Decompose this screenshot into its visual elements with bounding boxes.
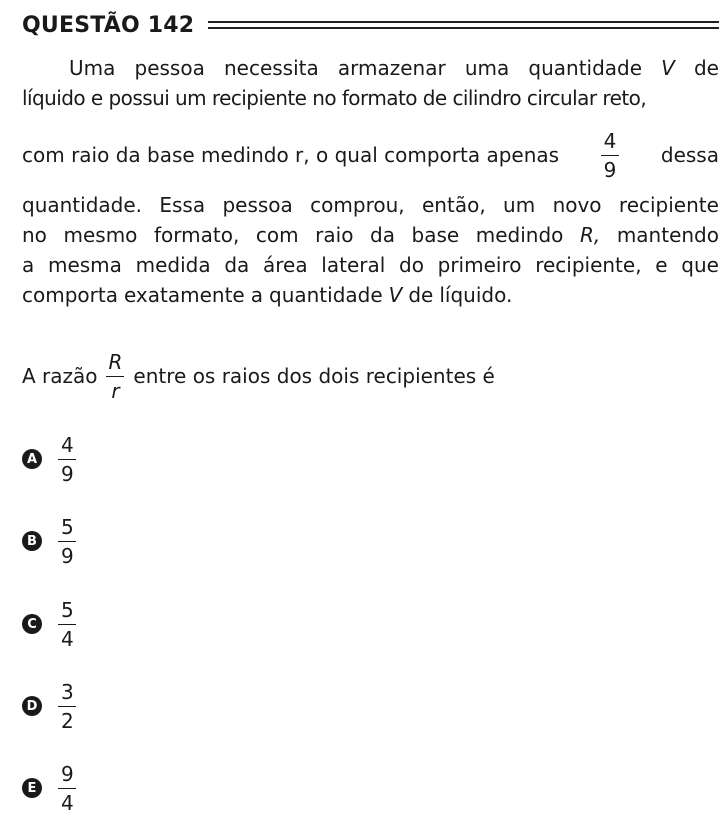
option-d-badge: D <box>22 696 42 716</box>
option-d[interactable] <box>22 676 83 736</box>
header-double-rule <box>208 21 719 29</box>
question-prompt: A razão $\frac{R}{r}$ entre os raios dos dois recipientes é <box>22 349 495 403</box>
statement-line-2: líquido e possui um recipiente no formato de cilindro circular reto, <box>22 86 647 110</box>
question-page <box>22 0 719 840</box>
option-c[interactable] <box>22 594 83 654</box>
statement-line-5: no mesmo formato, com raio da base medindo R, mantendo <box>22 223 719 247</box>
option-b-fraction: $\frac{5}{9}$ <box>52 516 83 567</box>
option-b-badge: B <box>22 531 42 551</box>
option-d-fraction: $\frac{3}{2}$ <box>52 681 83 732</box>
fraction-R-over-r: $\frac{R}{r}$ <box>98 351 134 402</box>
option-c-badge: C <box>22 614 42 634</box>
option-e[interactable] <box>22 758 83 818</box>
option-c-fraction: $\frac{5}{4}$ <box>52 599 83 650</box>
question-title: QUESTÃO 142 <box>22 12 195 38</box>
fraction-four-ninths: $\frac{4}{9}$ <box>595 130 626 181</box>
statement-line-6: a mesma medida da área lateral do primeiro recipiente, e que <box>22 253 719 277</box>
question-header <box>22 10 719 40</box>
option-e-fraction: $\frac{9}{4}$ <box>52 763 83 814</box>
statement-line-1: Uma pessoa necessita armazenar uma quantidade V de <box>69 56 719 80</box>
statement-line-4: quantidade. Essa pessoa comprou, então, um novo recipiente <box>22 193 719 217</box>
statement-line-7: comporta exatamente a quantidade V de líquido. <box>22 283 513 307</box>
option-a-fraction: $\frac{4}{9}$ <box>52 434 83 485</box>
option-e-badge: E <box>22 778 42 798</box>
statement-line-3: com raio da base medindo r, o qual comporta apenas $\frac{4}{9}$ dessa <box>22 128 719 182</box>
question-statement-cont <box>22 190 719 310</box>
option-a[interactable] <box>22 429 83 489</box>
option-a-badge: A <box>22 449 42 469</box>
option-b[interactable] <box>22 511 83 571</box>
question-statement <box>22 53 719 113</box>
